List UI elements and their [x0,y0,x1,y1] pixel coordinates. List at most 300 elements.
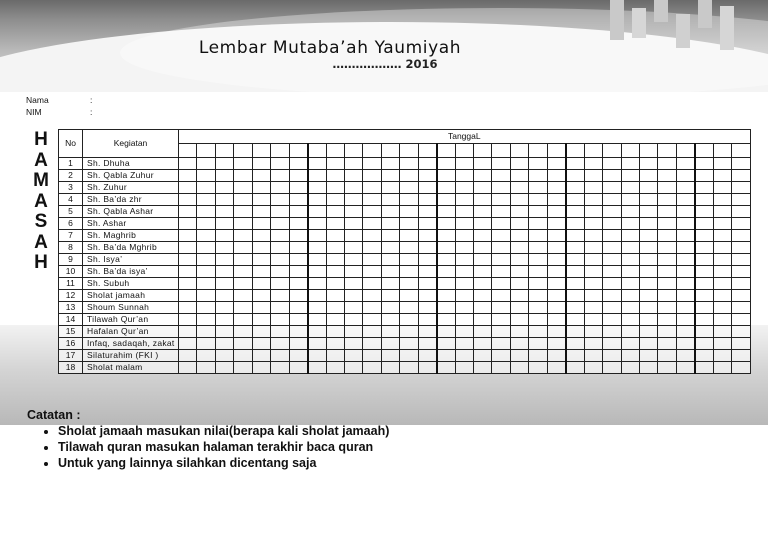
date-cell[interactable] [455,302,473,314]
date-cell[interactable] [695,314,713,326]
date-cell[interactable] [215,302,233,314]
date-cell[interactable] [713,362,731,374]
date-cell[interactable] [308,302,326,314]
date-cell[interactable] [566,242,584,254]
date-cell[interactable] [308,218,326,230]
date-cell[interactable] [289,362,307,374]
date-cell[interactable] [695,158,713,170]
date-cell[interactable] [658,362,676,374]
date-cell[interactable] [344,254,362,266]
date-cell[interactable] [492,326,510,338]
date-cell[interactable] [381,362,399,374]
date-cell[interactable] [566,194,584,206]
date-cell[interactable] [547,230,565,242]
date-cell[interactable] [271,170,289,182]
date-cell[interactable] [179,230,197,242]
date-cell[interactable] [529,278,547,290]
date-cell[interactable] [603,314,621,326]
date-cell[interactable] [271,266,289,278]
date-cell[interactable] [455,242,473,254]
date-cell[interactable] [437,254,455,266]
date-cell[interactable] [639,314,657,326]
date-cell[interactable] [713,290,731,302]
date-cell[interactable] [437,338,455,350]
date-cell[interactable] [639,182,657,194]
date-cell[interactable] [584,170,602,182]
date-cell[interactable] [344,326,362,338]
date-cell[interactable] [621,338,639,350]
date-cell[interactable] [713,242,731,254]
date-cell[interactable] [418,182,436,194]
date-cell[interactable] [418,242,436,254]
date-cell[interactable] [179,158,197,170]
date-cell[interactable] [215,254,233,266]
date-cell[interactable] [308,290,326,302]
date-cell[interactable] [252,218,270,230]
date-cell[interactable] [621,278,639,290]
date-cell[interactable] [344,290,362,302]
date-cell[interactable] [197,230,215,242]
date-cell[interactable] [400,218,418,230]
date-cell[interactable] [418,230,436,242]
date-cell[interactable] [381,206,399,218]
date-cell[interactable] [547,362,565,374]
date-cell[interactable] [418,302,436,314]
date-cell[interactable] [418,314,436,326]
date-cell[interactable] [529,158,547,170]
date-cell[interactable] [215,362,233,374]
date-cell[interactable] [179,170,197,182]
date-cell[interactable] [566,230,584,242]
date-cell[interactable] [400,182,418,194]
date-cell[interactable] [455,218,473,230]
date-cell[interactable] [252,314,270,326]
date-cell[interactable] [418,290,436,302]
date-cell[interactable] [529,182,547,194]
date-cell[interactable] [289,302,307,314]
date-cell[interactable] [492,362,510,374]
date-cell[interactable] [289,266,307,278]
date-cell[interactable] [695,206,713,218]
date-cell[interactable] [695,194,713,206]
date-cell[interactable] [289,326,307,338]
date-cell[interactable] [326,326,344,338]
date-cell[interactable] [271,338,289,350]
date-cell[interactable] [658,206,676,218]
date-cell[interactable] [713,326,731,338]
date-cell[interactable] [676,158,694,170]
date-cell[interactable] [252,362,270,374]
date-cell[interactable] [308,182,326,194]
date-cell[interactable] [418,170,436,182]
date-cell[interactable] [676,170,694,182]
date-cell[interactable] [510,158,528,170]
date-cell[interactable] [197,170,215,182]
date-cell[interactable] [363,290,381,302]
date-cell[interactable] [326,242,344,254]
date-cell[interactable] [197,218,215,230]
date-cell[interactable] [455,314,473,326]
date-cell[interactable] [658,350,676,362]
date-cell[interactable] [547,266,565,278]
date-cell[interactable] [400,254,418,266]
date-cell[interactable] [584,230,602,242]
date-cell[interactable] [289,206,307,218]
date-cell[interactable] [381,242,399,254]
date-cell[interactable] [344,278,362,290]
date-cell[interactable] [695,302,713,314]
date-cell[interactable] [584,314,602,326]
date-cell[interactable] [732,182,750,194]
date-cell[interactable] [639,194,657,206]
date-cell[interactable] [732,242,750,254]
date-cell[interactable] [474,230,492,242]
date-cell[interactable] [437,290,455,302]
date-cell[interactable] [547,194,565,206]
date-cell[interactable] [492,266,510,278]
date-cell[interactable] [510,338,528,350]
date-cell[interactable] [584,194,602,206]
date-cell[interactable] [326,254,344,266]
date-cell[interactable] [474,170,492,182]
date-cell[interactable] [197,158,215,170]
date-cell[interactable] [344,158,362,170]
date-cell[interactable] [234,206,252,218]
date-cell[interactable] [197,314,215,326]
date-cell[interactable] [381,266,399,278]
date-cell[interactable] [695,230,713,242]
date-cell[interactable] [363,326,381,338]
date-cell[interactable] [658,158,676,170]
date-cell[interactable] [566,170,584,182]
date-cell[interactable] [658,242,676,254]
date-cell[interactable] [455,170,473,182]
date-cell[interactable] [621,314,639,326]
date-cell[interactable] [603,242,621,254]
date-cell[interactable] [639,362,657,374]
date-cell[interactable] [529,362,547,374]
date-cell[interactable] [215,338,233,350]
date-cell[interactable] [603,338,621,350]
date-cell[interactable] [381,350,399,362]
date-cell[interactable] [363,350,381,362]
date-cell[interactable] [437,326,455,338]
date-cell[interactable] [344,170,362,182]
date-cell[interactable] [271,302,289,314]
date-cell[interactable] [621,218,639,230]
date-cell[interactable] [271,350,289,362]
date-cell[interactable] [566,302,584,314]
date-cell[interactable] [271,326,289,338]
date-cell[interactable] [474,326,492,338]
date-cell[interactable] [252,194,270,206]
date-cell[interactable] [658,266,676,278]
date-cell[interactable] [234,350,252,362]
date-cell[interactable] [603,182,621,194]
date-cell[interactable] [252,158,270,170]
date-cell[interactable] [271,314,289,326]
date-cell[interactable] [529,290,547,302]
date-cell[interactable] [713,194,731,206]
date-cell[interactable] [344,230,362,242]
date-cell[interactable] [695,266,713,278]
date-cell[interactable] [252,266,270,278]
date-cell[interactable] [215,206,233,218]
date-cell[interactable] [215,158,233,170]
date-cell[interactable] [381,194,399,206]
date-cell[interactable] [566,266,584,278]
date-cell[interactable] [603,206,621,218]
date-cell[interactable] [234,242,252,254]
date-cell[interactable] [547,350,565,362]
date-cell[interactable] [381,338,399,350]
date-cell[interactable] [658,194,676,206]
date-cell[interactable] [326,194,344,206]
date-cell[interactable] [344,350,362,362]
date-cell[interactable] [179,278,197,290]
date-cell[interactable] [179,338,197,350]
date-cell[interactable] [344,206,362,218]
date-cell[interactable] [603,170,621,182]
date-cell[interactable] [197,194,215,206]
date-cell[interactable] [252,278,270,290]
date-cell[interactable] [271,254,289,266]
date-cell[interactable] [381,170,399,182]
date-cell[interactable] [603,302,621,314]
date-cell[interactable] [492,350,510,362]
date-cell[interactable] [381,302,399,314]
date-cell[interactable] [713,254,731,266]
date-cell[interactable] [492,254,510,266]
date-cell[interactable] [381,158,399,170]
date-cell[interactable] [713,350,731,362]
date-cell[interactable] [474,362,492,374]
date-cell[interactable] [437,278,455,290]
date-cell[interactable] [713,158,731,170]
date-cell[interactable] [437,350,455,362]
date-cell[interactable] [732,302,750,314]
date-cell[interactable] [529,194,547,206]
date-cell[interactable] [437,242,455,254]
date-cell[interactable] [326,290,344,302]
date-cell[interactable] [381,278,399,290]
date-cell[interactable] [437,170,455,182]
date-cell[interactable] [639,158,657,170]
date-cell[interactable] [639,242,657,254]
date-cell[interactable] [732,206,750,218]
date-cell[interactable] [510,170,528,182]
date-cell[interactable] [215,194,233,206]
date-cell[interactable] [603,278,621,290]
date-cell[interactable] [308,170,326,182]
date-cell[interactable] [326,278,344,290]
date-cell[interactable] [676,362,694,374]
date-cell[interactable] [437,302,455,314]
date-cell[interactable] [639,254,657,266]
date-cell[interactable] [603,230,621,242]
date-cell[interactable] [197,302,215,314]
date-cell[interactable] [363,230,381,242]
date-cell[interactable] [474,266,492,278]
date-cell[interactable] [621,170,639,182]
date-cell[interactable] [510,182,528,194]
date-cell[interactable] [566,218,584,230]
date-cell[interactable] [474,194,492,206]
date-cell[interactable] [676,278,694,290]
date-cell[interactable] [215,170,233,182]
date-cell[interactable] [326,266,344,278]
date-cell[interactable] [234,254,252,266]
date-cell[interactable] [492,290,510,302]
date-cell[interactable] [289,254,307,266]
date-cell[interactable] [529,242,547,254]
date-cell[interactable] [676,194,694,206]
date-cell[interactable] [400,206,418,218]
date-cell[interactable] [639,206,657,218]
date-cell[interactable] [400,314,418,326]
date-cell[interactable] [363,338,381,350]
date-cell[interactable] [418,350,436,362]
date-cell[interactable] [381,326,399,338]
date-cell[interactable] [492,278,510,290]
date-cell[interactable] [621,302,639,314]
date-cell[interactable] [676,230,694,242]
date-cell[interactable] [695,326,713,338]
date-cell[interactable] [603,158,621,170]
date-cell[interactable] [234,218,252,230]
date-cell[interactable] [474,206,492,218]
date-cell[interactable] [363,266,381,278]
date-cell[interactable] [474,350,492,362]
date-cell[interactable] [492,218,510,230]
date-cell[interactable] [437,218,455,230]
date-cell[interactable] [344,338,362,350]
date-cell[interactable] [695,362,713,374]
date-cell[interactable] [234,338,252,350]
date-cell[interactable] [474,302,492,314]
date-cell[interactable] [695,170,713,182]
date-cell[interactable] [676,206,694,218]
date-cell[interactable] [474,158,492,170]
date-cell[interactable] [418,326,436,338]
date-cell[interactable] [252,242,270,254]
date-cell[interactable] [234,266,252,278]
date-cell[interactable] [547,182,565,194]
date-cell[interactable] [326,338,344,350]
date-cell[interactable] [603,194,621,206]
date-cell[interactable] [492,194,510,206]
date-cell[interactable] [363,302,381,314]
date-cell[interactable] [510,266,528,278]
date-cell[interactable] [400,194,418,206]
date-cell[interactable] [437,362,455,374]
date-cell[interactable] [474,242,492,254]
date-cell[interactable] [603,290,621,302]
date-cell[interactable] [418,158,436,170]
date-cell[interactable] [529,338,547,350]
date-cell[interactable] [289,350,307,362]
date-cell[interactable] [400,302,418,314]
date-cell[interactable] [732,362,750,374]
date-cell[interactable] [732,230,750,242]
date-cell[interactable] [197,350,215,362]
date-cell[interactable] [418,206,436,218]
date-cell[interactable] [215,278,233,290]
date-cell[interactable] [271,290,289,302]
date-cell[interactable] [344,194,362,206]
date-cell[interactable] [381,290,399,302]
date-cell[interactable] [179,290,197,302]
date-cell[interactable] [621,242,639,254]
date-cell[interactable] [732,326,750,338]
date-cell[interactable] [418,194,436,206]
date-cell[interactable] [234,302,252,314]
date-cell[interactable] [197,182,215,194]
date-cell[interactable] [566,362,584,374]
date-cell[interactable] [584,218,602,230]
date-cell[interactable] [252,230,270,242]
date-cell[interactable] [529,326,547,338]
date-cell[interactable] [363,362,381,374]
date-cell[interactable] [197,278,215,290]
date-cell[interactable] [308,362,326,374]
date-cell[interactable] [308,314,326,326]
date-cell[interactable] [418,266,436,278]
date-cell[interactable] [308,278,326,290]
date-cell[interactable] [584,266,602,278]
date-cell[interactable] [197,326,215,338]
date-cell[interactable] [308,242,326,254]
date-cell[interactable] [234,326,252,338]
date-cell[interactable] [234,314,252,326]
date-cell[interactable] [197,242,215,254]
date-cell[interactable] [271,158,289,170]
date-cell[interactable] [289,314,307,326]
date-cell[interactable] [271,194,289,206]
date-cell[interactable] [400,350,418,362]
date-cell[interactable] [381,314,399,326]
date-cell[interactable] [713,302,731,314]
date-cell[interactable] [529,254,547,266]
date-cell[interactable] [197,362,215,374]
date-cell[interactable] [547,314,565,326]
date-cell[interactable] [179,242,197,254]
date-cell[interactable] [437,158,455,170]
date-cell[interactable] [529,350,547,362]
date-cell[interactable] [344,314,362,326]
date-cell[interactable] [437,230,455,242]
date-cell[interactable] [215,290,233,302]
date-cell[interactable] [234,362,252,374]
date-cell[interactable] [400,170,418,182]
date-cell[interactable] [492,302,510,314]
date-cell[interactable] [474,254,492,266]
date-cell[interactable] [713,278,731,290]
date-cell[interactable] [215,218,233,230]
date-cell[interactable] [510,242,528,254]
date-cell[interactable] [621,350,639,362]
date-cell[interactable] [510,206,528,218]
date-cell[interactable] [584,278,602,290]
date-cell[interactable] [639,278,657,290]
date-cell[interactable] [271,242,289,254]
date-cell[interactable] [639,170,657,182]
date-cell[interactable] [234,194,252,206]
date-cell[interactable] [215,326,233,338]
date-cell[interactable] [363,218,381,230]
date-cell[interactable] [363,314,381,326]
date-cell[interactable] [713,230,731,242]
